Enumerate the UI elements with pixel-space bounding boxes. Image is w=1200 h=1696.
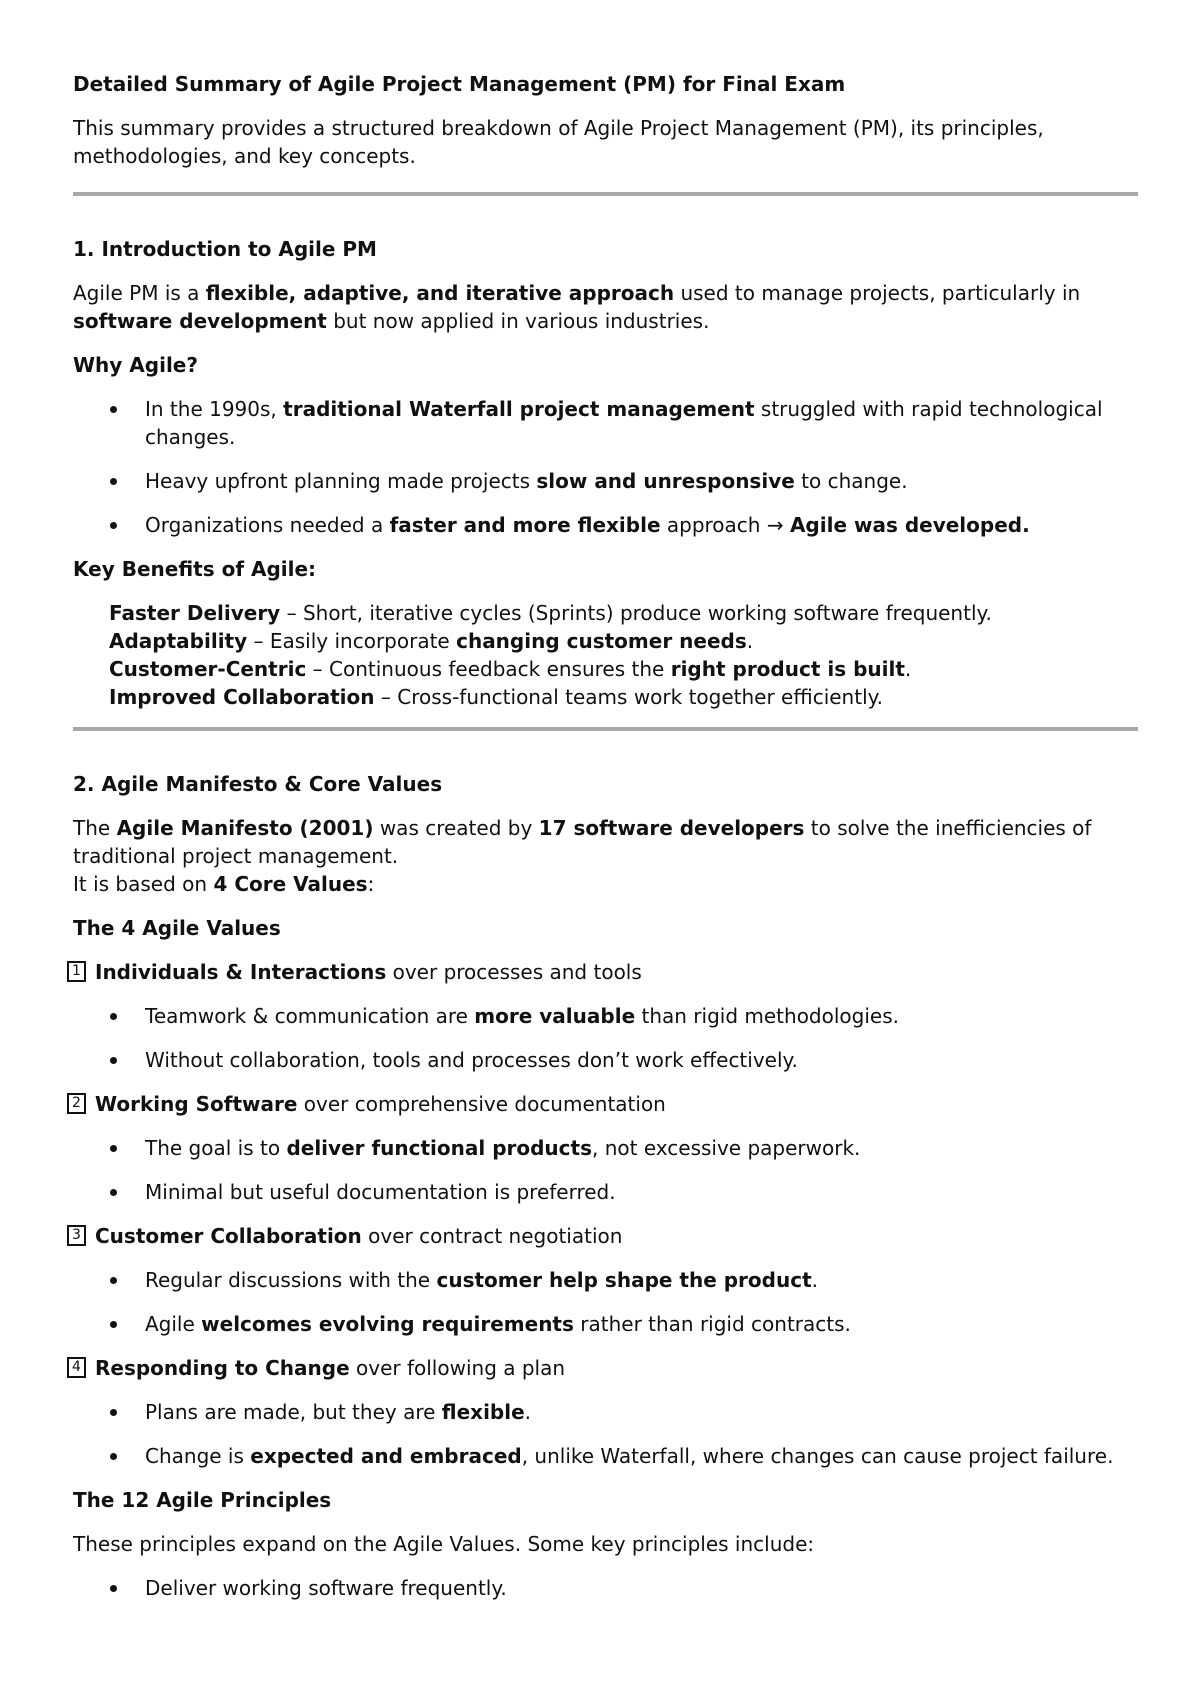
list-item [73, 1002, 1138, 1030]
bold-text: Agile Manifesto (2001) [116, 816, 374, 840]
benefit-line [109, 655, 1138, 683]
text-run: Teamwork & communication are [145, 1004, 475, 1028]
text-run: than rigid methodologies. [635, 1004, 899, 1028]
bullet-icon [110, 1453, 117, 1460]
bold-text: software development [73, 309, 327, 333]
bullet-list-principles [73, 1574, 1138, 1602]
text-run: Heavy upfront planning made projects [145, 469, 537, 493]
text-run: It is based on [73, 872, 214, 896]
text-run: The [73, 816, 117, 840]
text-run: was created by [373, 816, 539, 840]
bold-text: Individuals & Interactions [95, 960, 387, 984]
list-item [73, 395, 1138, 451]
text-run: to solve the inefficiencies of traditional project management. [73, 816, 1092, 868]
text-run: : [367, 872, 375, 896]
list-item [73, 1046, 1138, 1074]
text-run: . [811, 1268, 818, 1292]
list-item [73, 1310, 1138, 1338]
bold-text: 4 Core Values [213, 872, 368, 896]
bullet-icon [110, 1189, 117, 1196]
bullet-icon [110, 1013, 117, 1020]
keycap-number-icon: 3 [67, 1225, 86, 1246]
section-paragraph [73, 279, 1138, 335]
text-run: The goal is to [145, 1136, 287, 1160]
bullet-icon [110, 1277, 117, 1284]
text-run: over following a plan [349, 1356, 566, 1380]
bold-text: right product is built [670, 657, 905, 681]
bold-text: Customer Collaboration [95, 1224, 362, 1248]
section-paragraph [73, 814, 1138, 898]
bullet-icon [110, 522, 117, 529]
bullet-icon [110, 1585, 117, 1592]
keycap-number-icon: 1 [67, 961, 86, 982]
list-item [73, 1398, 1138, 1426]
text-run: over processes and tools [386, 960, 642, 984]
document-intro: This summary provides a structured breakdown of Agile Project Management (PM), its principles, methodologies, and key concepts. [73, 116, 1044, 168]
bold-text: flexible [441, 1400, 525, 1424]
bullet-icon [110, 1145, 117, 1152]
list-item [73, 1442, 1138, 1470]
text-run: . [904, 657, 912, 681]
text-run: to change. [794, 469, 908, 493]
text-run: rather than rigid contracts. [573, 1312, 851, 1336]
bold-text: Faster Delivery [109, 601, 281, 625]
text-run: Plans are made, but they are [145, 1400, 442, 1424]
text-run: over comprehensive documentation [297, 1092, 666, 1116]
bullet-icon [110, 406, 117, 413]
bold-text: deliver functional products [286, 1136, 592, 1160]
text-run: Agile [145, 1312, 202, 1336]
list-item [73, 511, 1138, 539]
section-heading-manifesto: 2. Agile Manifesto & Core Values [73, 772, 443, 796]
keycap-number-icon: 4 [67, 1357, 86, 1378]
principles-intro: These principles expand on the Agile Values. Some key principles include: [73, 1532, 815, 1556]
text-run: approach → [660, 513, 790, 537]
bullet-icon [110, 478, 117, 485]
value-heading [73, 1354, 1138, 1382]
benefit-line [109, 599, 1138, 627]
section-heading-introduction: 1. Introduction to Agile PM [73, 237, 377, 261]
horizontal-divider [73, 727, 1138, 731]
bold-text: slow and unresponsive [536, 469, 795, 493]
list-item [73, 1134, 1138, 1162]
bullet-list [73, 1002, 1138, 1074]
subheading-agile-principles: The 12 Agile Principles [73, 1488, 332, 1512]
bold-text: Adaptability [109, 629, 248, 653]
benefits-list [73, 599, 1138, 711]
subheading-agile-values: The 4 Agile Values [73, 916, 281, 940]
text-run: , unlike Waterfall, where changes can cause project failure. [521, 1444, 1114, 1468]
text-run: Change is [145, 1444, 251, 1468]
list-item [73, 1574, 1138, 1602]
text-run: – Continuous feedback ensures the [306, 657, 671, 681]
subheading-why-agile: Why Agile? [73, 353, 198, 377]
bold-text: more valuable [474, 1004, 636, 1028]
text-run: Deliver working software frequently. [145, 1576, 507, 1600]
bold-text: faster and more flexible [389, 513, 661, 537]
text-run: – Cross-functional teams work together efficiently. [374, 685, 883, 709]
text-run: Regular discussions with the [145, 1268, 437, 1292]
text-run: Without collaboration, tools and processes don’t work effectively. [145, 1048, 798, 1072]
bullet-icon [110, 1409, 117, 1416]
bullet-list-why-agile [73, 395, 1138, 539]
keycap-number-icon: 2 [67, 1093, 86, 1114]
bold-text: Customer-Centric [109, 657, 307, 681]
text-run: . [746, 629, 754, 653]
value-heading [73, 1222, 1138, 1250]
bold-text: welcomes evolving requirements [201, 1312, 574, 1336]
list-item [73, 1266, 1138, 1294]
document-title: Detailed Summary of Agile Project Management (PM) for Final Exam [73, 72, 846, 96]
bold-text: flexible, adaptive, and iterative approach [205, 281, 675, 305]
text-run: Minimal but useful documentation is preferred. [145, 1180, 616, 1204]
text-run: – Short, iterative cycles (Sprints) produce working software frequently. [280, 601, 992, 625]
text-run: Organizations needed a [145, 513, 390, 537]
bullet-list [73, 1134, 1138, 1206]
text-run: . [524, 1400, 532, 1424]
text-run: over contract negotiation [361, 1224, 623, 1248]
bold-text: traditional Waterfall project management [283, 397, 755, 421]
bold-text: Improved Collaboration [109, 685, 375, 709]
bold-text: Responding to Change [95, 1356, 350, 1380]
text-run: used to manage projects, particularly in [674, 281, 1081, 305]
value-heading [73, 1090, 1138, 1118]
horizontal-divider [73, 192, 1138, 196]
text-run: struggled with rapid technological changes. [145, 397, 1103, 449]
bullet-icon [110, 1057, 117, 1064]
bold-text: expected and embraced [250, 1444, 522, 1468]
bold-text: changing customer needs [456, 629, 747, 653]
benefit-line [109, 627, 1138, 655]
subheading-key-benefits: Key Benefits of Agile: [73, 557, 317, 581]
value-heading [73, 958, 1138, 986]
text-run: but now applied in various industries. [326, 309, 710, 333]
bold-text: customer help shape the product [436, 1268, 812, 1292]
bold-text: 17 software developers [538, 816, 805, 840]
bullet-icon [110, 1321, 117, 1328]
bullet-list [73, 1266, 1138, 1338]
list-item [73, 467, 1138, 495]
bold-text: Working Software [95, 1092, 298, 1116]
text-run: , not excessive paperwork. [592, 1136, 861, 1160]
text-run: In the 1990s, [145, 397, 284, 421]
bullet-list [73, 1398, 1138, 1470]
bold-text: Agile was developed. [789, 513, 1030, 537]
benefit-line [109, 683, 1138, 711]
text-run: – Easily incorporate [247, 629, 457, 653]
list-item [73, 1178, 1138, 1206]
text-run: Agile PM is a [73, 281, 206, 305]
